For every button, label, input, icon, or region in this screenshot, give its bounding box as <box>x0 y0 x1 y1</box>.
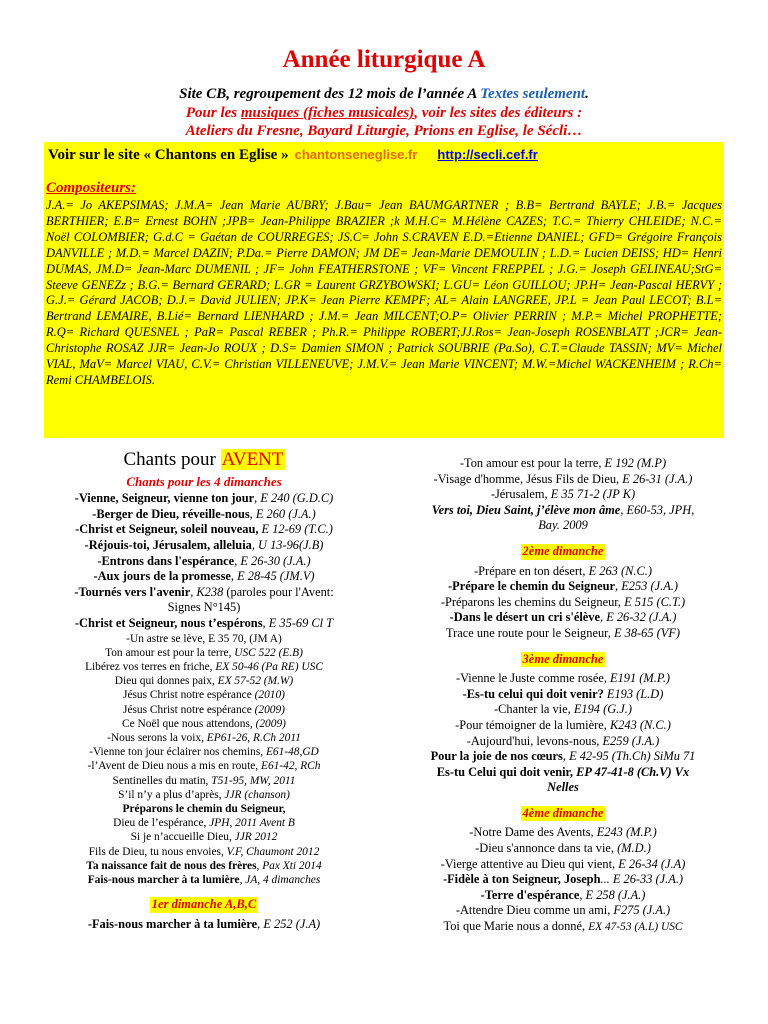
song-title: -Berger de Dieu, réveille-nous <box>92 506 250 521</box>
song-line <box>398 472 728 488</box>
song-line <box>398 825 728 841</box>
song-ref: (2009) <box>255 717 286 730</box>
song-title: -Entrons dans l'espérance <box>97 553 235 568</box>
song-line <box>398 626 728 642</box>
song-ref: , E60-53, JPH, <box>620 502 695 517</box>
song-line <box>398 487 728 503</box>
song-ref: E 192 (M.P) <box>604 456 667 470</box>
song-line <box>44 616 364 632</box>
song-note-line: Nelles <box>547 780 579 795</box>
song-line <box>44 569 364 585</box>
song-title: -Jérusalem, <box>490 487 551 502</box>
song-ref: E259 (J.A.) <box>602 733 660 748</box>
song-title: Toi que Marie nous a donné, <box>443 919 589 934</box>
song-title: -Chanter la vie, <box>494 702 574 717</box>
song-note: (paroles pour l'Avent: <box>223 584 334 599</box>
song-ref: E 26-34 (J.A) <box>618 856 686 871</box>
song-line <box>398 595 728 611</box>
song-note-line: Bay. 2009 <box>538 518 588 533</box>
song-title: -Dans le désert un cri s'élève <box>449 610 600 625</box>
song-title: -Préparons les chemins du Seigneur, <box>440 594 625 609</box>
song-ref: E61-42, RCh <box>260 760 321 773</box>
music-sheets-link[interactable]: musiques (fiches musicales) <box>240 105 415 121</box>
song-title: Libérez vos terres en friche, <box>85 660 216 673</box>
song-title: Ta naissance fait de nous des frères <box>86 859 257 872</box>
song-ref: , E 26-32 (J.A.) <box>600 610 677 625</box>
song-line <box>398 749 728 765</box>
song-title: -Terre d'espérance <box>480 887 580 902</box>
song-line <box>398 919 728 935</box>
header-text: Site CB, regroupement des 12 mois de l’année A <box>179 86 481 102</box>
song-line <box>398 610 728 626</box>
song-ref: USC 522 (E.B) <box>234 646 303 659</box>
song-ref: T51-95, MW, 2011 <box>211 774 296 787</box>
song-title: Es-tu Celui qui doit venir, <box>436 764 577 779</box>
song-line <box>44 507 364 523</box>
sunday-heading: 2ème dimanche <box>522 543 604 558</box>
song-ref: , E 26-30 (J.A.) <box>234 553 311 568</box>
song-line <box>398 765 728 781</box>
song-title: -Visage d'homme, Jésus Fils de Dieu, <box>433 471 623 486</box>
song-ref: EX 47-53 (A.L) USC <box>588 921 683 934</box>
page-title: Année liturgique A <box>282 46 486 73</box>
avent-label: AVENT <box>221 449 284 470</box>
song-ref: E 263 (N.C.) <box>588 563 652 578</box>
song-ref: EX 50-46 (Pa RE) USC <box>215 660 323 673</box>
song-title: Fils de Dieu, tu nous envoies, <box>88 845 227 858</box>
left-column <box>44 449 364 932</box>
song-line <box>44 774 364 788</box>
song-ref: , E 35-69 Cl T <box>262 615 334 630</box>
section-subheading: Chants pour les 4 dimanches <box>126 473 282 489</box>
song-title: Jésus Christ notre espérance <box>123 703 255 716</box>
header-line-2 <box>0 105 768 122</box>
song-ref: JPH, 2011 Avent B <box>209 817 295 830</box>
song-title: -Vienne le Juste comme rosée, <box>455 671 611 686</box>
song-ref: (M.D.) <box>617 841 651 856</box>
song-ref: E 35 71-2 (JP K) <box>550 487 636 502</box>
composers-list: J.A.= Jo AKEPSIMAS; J.M.A= Jean Marie AUBRY; J.Bau= Jean BAUMGARTNER ; B.B= Bertrand BAYLE; J.B.= Jacques BERTHIER; E.B= Ernest BOHN ;JPB= Jean-Philippe BRAZIER ;k M.H.C= M.Hélène CAZES; T.C.= Thierry CHLEIDE; N.C.= Noël COLOMBIER; G.d.C = Gaétan de COURREGES; JS.C= John S.CRAVEN E.D.=Etienne DANIEL; GFD= Grégoire François DANVILLE ; M.D.= Marcel DAZIN; P.Da.= Pierre DAMON; JM DE= Jean-Marie DEMOULIN ; L.D.= Lucien DEISS; HD= Henri DUMAS, JM.D= Jean-Marc DUMENIL ; JF= John FEATHERSTONE ; VF= Vincent FREPPEL ; J.G.= Joseph GELINEAU;StG= Steeve GENEZz ; B.G.= Bernard GERARD; L.GR = Laurent GRZYBOWSKI; L.GU= Léon GUILLOU; JP.H= Jean-Pascal HERVY ; G.J.= Gérard JACOB; D.J.= David JULIEN; JP.K= Jean Pierre KEMPF; AL= Alain LANGREE, JP.L = Jean Paul LECOT; B.L= Bertrand LEMAIRE, B.Lié= Bernard LIENHARD ; J.M.= Jean MILCENT;O.P= Olivier PERRIN ; M.P.= Michel PROPHETTE; R.Q= Richard QUESNEL ; PaR= Pascal REBER ; Ph.R.= Philippe ROBERT;JJ.Ros= Jean-Joseph ROSENBLATT ;JCR= Jean-Christophe ROSAZ JJR= Jean-Jo ROUX ; D.S= Damien SIMON ; Patrick SOUBRIE (Pa.So), C.T.=Claude TASSIN; MV= Michel VIAL, MaV= Marcel VIAU, C.V.= Christian VILLENEUVE; J.M.V.= Jean Marie VINCENT; M.W.=Michel WACKENHEIM ; R.Ch= Remi CHAMBELOIS. <box>46 198 722 387</box>
song-title: -Vierge attentive au Dieu qui vient, <box>440 856 619 871</box>
secli-link[interactable]: http://secli.cef.fr <box>437 147 538 162</box>
song-line <box>44 830 364 844</box>
section-heading <box>44 449 364 470</box>
song-line <box>398 888 728 904</box>
song-title: -Christ et Seigneur, nous t’espérons <box>74 615 263 630</box>
song-ref: E 38-65 (VF) <box>613 625 681 640</box>
song-title: -Prépare le chemin du Seigneur <box>448 579 616 594</box>
song-ref: K243 (N.C.) <box>609 717 671 732</box>
song-line <box>398 872 728 888</box>
song-ref: F275 (J.A.) <box>613 903 671 918</box>
song-ref: , E 260 (J.A.) <box>249 506 316 521</box>
song-ref: (2010) <box>254 689 285 702</box>
song-line <box>398 579 728 595</box>
song-note-line: Signes N°145) <box>167 600 241 615</box>
song-ref: , E 28-45 (JM.V) <box>230 569 315 584</box>
song-title: -Réjouis-toi, Jérusalem, alleluia <box>84 537 252 552</box>
song-line <box>44 538 364 554</box>
song-line <box>398 702 728 718</box>
song-ref: E193 (L.D) <box>603 686 664 701</box>
song-line <box>398 903 728 919</box>
song-line <box>398 857 728 873</box>
song-line <box>44 759 364 773</box>
sunday-heading: 4ème dimanche <box>522 805 604 820</box>
song-line <box>44 554 364 570</box>
header-text: Pour les <box>185 105 241 121</box>
song-line <box>398 503 728 519</box>
song-ref: EP 47-41-8 (Ch.V) Vx <box>576 764 690 779</box>
song-ref: , E 240 (G.D.C) <box>254 491 334 506</box>
song-ref: E243 (M.P.) <box>596 825 657 840</box>
sunday-heading: 1er dimanche A,B,C <box>151 897 257 912</box>
song-title: -Prépare en ton désert, <box>474 563 589 578</box>
header-period: . <box>585 86 589 102</box>
song-line <box>398 718 728 734</box>
song-title: Trace une route pour le Seigneur, <box>445 625 614 640</box>
header-line-3: Ateliers du Fresne, Bayard Liturgie, Prions en Eglise, le Sécli… <box>185 123 583 139</box>
song-ref: EX 57-52 (M.W) <box>217 675 294 688</box>
song-title: Fais-nous marcher à ta lumière <box>87 873 240 886</box>
song-line <box>44 646 364 660</box>
song-line <box>44 674 364 688</box>
song-line: Préparons le chemin du Seigneur, <box>122 802 286 815</box>
composers-heading: Compositeurs: <box>46 180 137 196</box>
chantonseneglise-link[interactable]: chantonseneglise.fr <box>294 147 418 162</box>
song-title: Ce Noël que nous attendons, <box>122 717 256 730</box>
song-title: -Ton amour est pour la terre, <box>459 456 605 470</box>
song-line <box>398 687 728 703</box>
song-ref: , U 13-96(J.B) <box>251 537 324 552</box>
song-title: Dieu de l’espérance, <box>113 817 210 830</box>
song-line <box>398 456 728 472</box>
song-ref: JJR (chanson) <box>224 788 290 801</box>
song-line <box>44 660 364 674</box>
song-title: -Aujourd'hui, levons-nous, <box>466 733 603 748</box>
song-line <box>44 845 364 859</box>
song-ref: E191 (M.P.) <box>610 671 671 686</box>
song-ref: E194 (G.J.) <box>573 702 632 717</box>
song-title: -Dieu s'annonce dans ta vie, <box>475 841 618 856</box>
voir-label: Voir sur le site « Chantons en Eglise » <box>48 147 289 163</box>
song-title: Sentinelles du matin, <box>112 774 212 787</box>
header-text: , voir les sites des éditeurs : <box>414 105 583 121</box>
song-line <box>44 816 364 830</box>
song-ref: , K238 <box>190 584 224 599</box>
song-title: -Aux jours de la promesse <box>93 569 231 584</box>
song-ref: ... E 26-33 (J.A.) <box>600 872 684 887</box>
song-line <box>398 564 728 580</box>
song-ref: JJR 2012 <box>234 831 278 844</box>
song-title: -Fais-nous marcher à ta lumière <box>87 916 258 931</box>
song-line <box>398 841 728 857</box>
song-line <box>44 717 364 731</box>
song-ref: V.F, Chaumont 2012 <box>226 845 320 858</box>
song-line <box>44 917 364 933</box>
song-title: Vers toi, Dieu Saint, j’élève mon âme <box>431 502 621 517</box>
song-line <box>44 745 364 759</box>
song-title: -Fidèle à ton Seigneur, Joseph <box>442 872 601 887</box>
song-line <box>44 788 364 802</box>
song-ref: , E253 (J.A.) <box>615 579 678 594</box>
song-title: -Notre Dame des Avents, <box>469 825 597 840</box>
song-title: S’il n’y a plus d’après, <box>118 788 225 801</box>
heading-text: Chants pour <box>123 449 221 470</box>
song-title: -l’Avent de Dieu nous a mis en route, <box>87 760 261 773</box>
song-line <box>44 873 364 887</box>
song-title: Si je n’accueille Dieu, <box>130 831 235 844</box>
song-title: Jésus Christ notre espérance <box>123 689 255 702</box>
song-title: Ton amour est pour la terre, <box>105 646 235 659</box>
song-title: -Es-tu celui qui doit venir? <box>462 686 604 701</box>
sunday-heading: 3ème dimanche <box>522 651 604 666</box>
right-column <box>398 456 728 935</box>
song-line: -Un astre se lève, E 35 70, (JM A) <box>126 632 282 645</box>
song-ref: (2009) <box>254 703 285 716</box>
song-line <box>44 522 364 538</box>
song-ref: EP61-26, R.Ch 2011 <box>206 731 301 744</box>
song-ref: E 26-31 (J.A.) <box>622 471 693 486</box>
song-ref: E61-48,GD <box>265 746 319 759</box>
song-line <box>44 859 364 873</box>
song-title: -Vienne ton jour éclairer nos chemins, <box>89 746 266 759</box>
song-ref: , JA, 4 dimanches <box>239 873 321 886</box>
song-title: -Christ et Seigneur, soleil nouveau, <box>75 522 259 537</box>
song-title: -Attendre Dieu comme un ami, <box>455 903 614 918</box>
song-ref: , E 42-95 (Th.Ch) SiMu 71 <box>562 749 696 764</box>
song-line <box>398 671 728 687</box>
song-ref: , E 258 (J.A.) <box>579 887 646 902</box>
song-line <box>44 491 364 507</box>
song-ref: E 515 (C.T.) <box>624 594 686 609</box>
song-title: -Vienne, Seigneur, vienne ton jour <box>74 491 255 506</box>
song-ref: E 12-69 (T.C.) <box>258 522 333 537</box>
song-title: Pour la joie de nos cœurs <box>430 749 563 764</box>
song-line <box>44 731 364 745</box>
song-line <box>44 585 364 601</box>
header-line-1 <box>0 86 768 103</box>
song-line <box>44 703 364 717</box>
song-ref: , Pax Xti 2014 <box>256 859 322 872</box>
song-title: -Tournés vers l'avenir <box>74 584 191 599</box>
song-title: -Nous serons la voix, <box>107 731 207 744</box>
voir-line <box>48 147 538 164</box>
text-only-note: Textes seulement <box>480 86 586 102</box>
song-ref: , E 252 (J.A) <box>257 916 321 931</box>
song-title: Dieu qui donnes paix, <box>114 675 218 688</box>
song-line <box>44 688 364 702</box>
song-title: -Pour témoigner de la lumière, <box>455 717 610 732</box>
song-line <box>398 734 728 750</box>
